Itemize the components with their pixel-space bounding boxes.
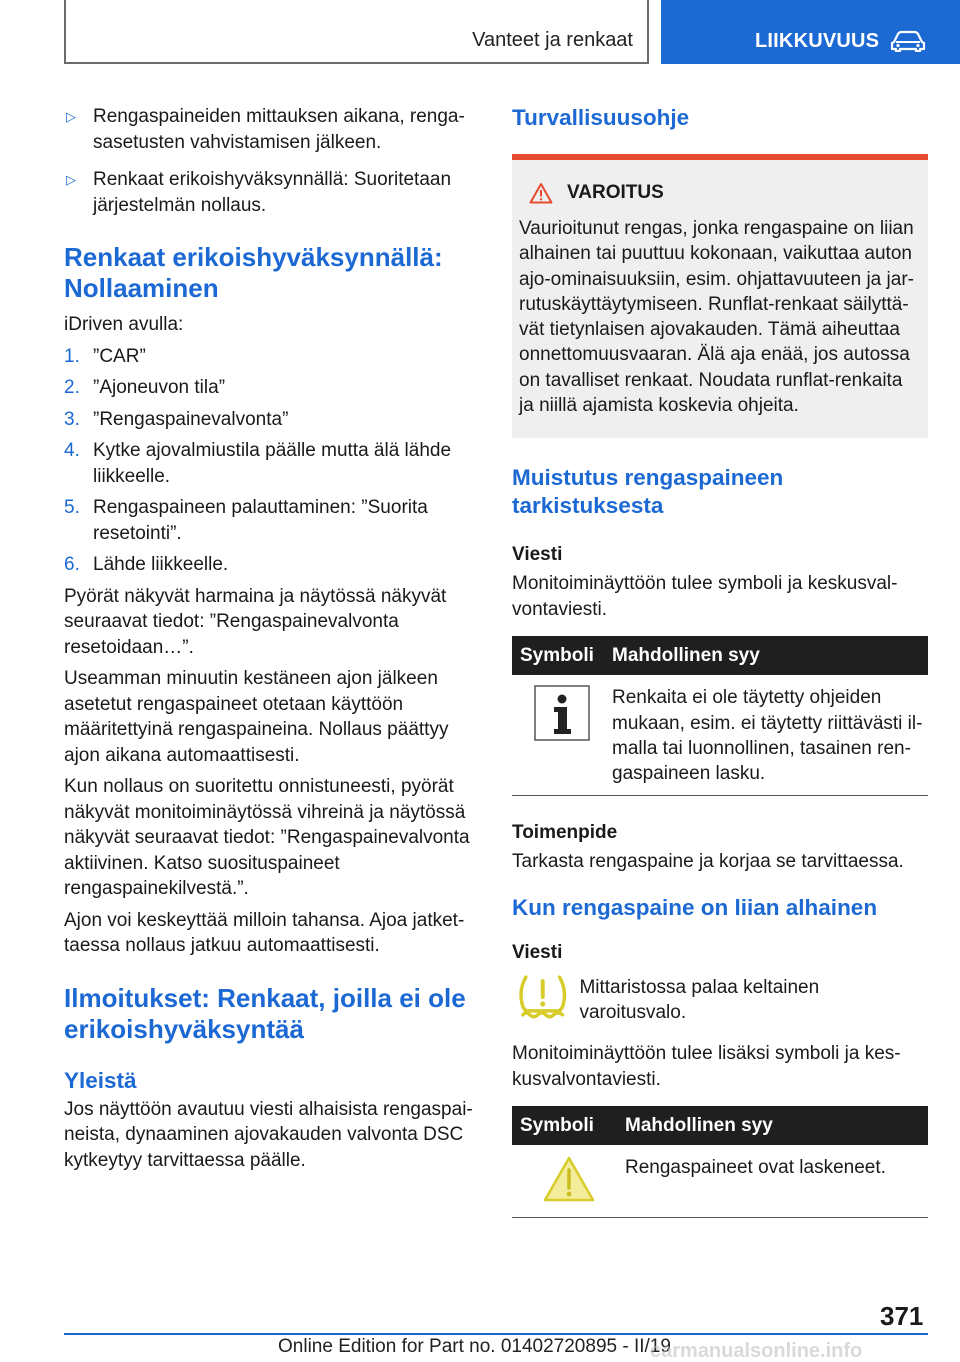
warning-title: VAROITUS <box>567 182 664 203</box>
step-item <box>64 375 480 401</box>
page-number: 371 <box>880 1301 924 1331</box>
table-row <box>512 1145 928 1218</box>
header-section-box <box>64 0 649 64</box>
step-item <box>64 344 480 370</box>
table-cell: Renkaita ei ole täytetty ohjeiden mukaan, esim. ei täytetty riittävästi ilmalla tai luonnollinen, tasainen rengaspaineen lasku. <box>612 687 923 785</box>
heading-reminder: Muistutus rengaspaineen tarkistuksesta <box>512 465 784 519</box>
column-header: Mahdollinen syy <box>625 1114 773 1136</box>
tire-pressure-warning-icon <box>512 971 573 1019</box>
warning-triangle-icon <box>529 182 553 204</box>
left-column <box>64 104 480 1179</box>
step-number: 1. <box>64 345 80 367</box>
column-header: Symboli <box>520 1114 594 1136</box>
column-header: Mahdollinen syy <box>612 644 760 666</box>
warning-box <box>512 154 928 438</box>
step-item <box>64 495 480 546</box>
subheading-message: Viesti <box>512 544 563 566</box>
step-item <box>64 552 480 578</box>
step-text: ”Rengaspainevalvonta” <box>93 408 289 430</box>
paragraph: Jos näyttöön avautuu viesti alhaisista rengaspaineista, dynaaminen ajovakauden valvonta DSC kytkeytyy tarvittaessa päälle. <box>64 1098 473 1171</box>
watermark: carmanualsonline.info <box>650 1340 863 1362</box>
step-text: Kytke ajovalmiustila päälle mutta älä lähde liikkeelle. <box>93 440 452 487</box>
step-text: ”Ajoneuvon tila” <box>93 377 226 398</box>
step-item <box>64 407 480 433</box>
heading-safety: Turvallisuusohje <box>512 105 690 130</box>
bullet-text: Rengaspaineiden mittauksen aikana, rengasasetusten vahvistamisen jälkeen. <box>93 106 465 153</box>
triangle-bullet-icon: ▷ <box>66 172 76 187</box>
triangle-bullet-icon: ▷ <box>66 109 76 124</box>
table-header <box>512 1106 928 1145</box>
paragraph: Monitoiminäyttöön tulee lisäksi symboli ja keskusvalvontaviesti. <box>512 1043 901 1090</box>
right-column <box>512 104 928 1224</box>
column-header: Symboli <box>520 644 594 666</box>
symbol-table <box>512 1106 928 1218</box>
footer-divider <box>64 1333 928 1335</box>
heading-notifications: Ilmoitukset: Renkaat, joilla ei ole erikoishyväksyntää <box>64 982 466 1044</box>
step-text: Lähde liikkeelle. <box>93 554 229 575</box>
step-text: ”CAR” <box>93 345 146 367</box>
subheading-action: Toimenpide <box>512 821 618 843</box>
paragraph: Pyörät näkyvät harmaina ja näytössä näkyvät seuraavat tiedot: ”Rengaspainevalvonta resetoidaan…”. <box>64 585 447 658</box>
step-number: 2. <box>64 377 80 398</box>
warning-text: Vaurioitunut rengas, jonka rengaspaine on liian alhainen tai puuttuu kokonaan, vaikuttaa auton ajo-ominaisuuksiin, esim. ohjattavuuteen ja jarrutuskäyttäytymiseen. Runflat-renkaat säilyttävät tietynlaisen ajovakauden. Tämä aiheuttaa onnettomuusvaaran. Älä aja enää, jos autossa on tavalliset renkaat. Noudata runflat-renkaita ja niillä ajamista koskevia ohjeita. <box>519 218 914 417</box>
bullet-item <box>64 167 480 218</box>
info-icon <box>534 685 590 741</box>
step-number: 5. <box>64 497 80 518</box>
paragraph: Useamman minuutin kestäneen ajon jälkeen asetetut rengaspaineet otetaan käyttöön määritettyinä rengaspaineina. Nollaus päättyy ajon aikana automaattisesti. <box>64 668 449 766</box>
indicator-row <box>512 971 928 1025</box>
heading-general: Yleistä <box>64 1067 137 1093</box>
heading-reset: Renkaat erikoishyväksynnällä: Nollaaminen <box>64 242 443 303</box>
bullet-item <box>64 104 480 155</box>
intro-text: iDriven avulla: <box>64 314 184 335</box>
paragraph: Ajon voi keskeyttää milloin tahansa. Ajoa jatkettaessa nollaus jatkuu automaattisesti. <box>64 909 465 956</box>
bullet-text: Renkaat erikoishyväksynnällä: Suoritetaan järjestelmän nollaus. <box>93 169 452 216</box>
table-header <box>512 636 928 675</box>
indicator-text: Mittaristossa palaa keltainen varoitusvalo. <box>579 977 820 1024</box>
chapter-tab-label: LIIKKUVUUS <box>755 30 880 52</box>
subheading-message: Viesti <box>512 942 563 964</box>
table-row <box>512 675 928 795</box>
symbol-table <box>512 636 928 795</box>
step-item <box>64 438 480 489</box>
footer-edition-text: Online Edition for Part no. 01402720895 - II/19 <box>278 1336 671 1357</box>
chapter-tab[interactable] <box>661 0 960 64</box>
step-number: 6. <box>64 554 80 575</box>
paragraph: Monitoiminäyttöön tulee symboli ja keskusvalvontaviesti. <box>512 573 898 620</box>
heading-low-pressure: Kun rengaspaine on liian alhainen <box>512 895 878 921</box>
step-number: 4. <box>64 440 80 461</box>
step-number: 3. <box>64 408 80 430</box>
car-icon <box>890 30 926 52</box>
paragraph: Kun nollaus on suoritettu onnistuneesti, pyörät näkyvät monitoiminäytössä vihreinä ja näytössä näkyvät seuraavat tiedot: ”Rengaspainevalvonta aktiivinen. Katso suosituspaineet rengaspainekilvestä.”. <box>64 776 470 899</box>
step-text: Rengaspaineen palauttaminen: ”Suorita resetointi”. <box>93 497 428 544</box>
paragraph: Tarkasta rengaspaine ja korjaa se tarvittaessa. <box>512 850 904 872</box>
section-title: Vanteet ja renkaat <box>472 29 633 51</box>
table-cell: Rengaspaineet ovat laskeneet. <box>625 1157 886 1179</box>
warning-triangle-icon <box>543 1155 595 1203</box>
